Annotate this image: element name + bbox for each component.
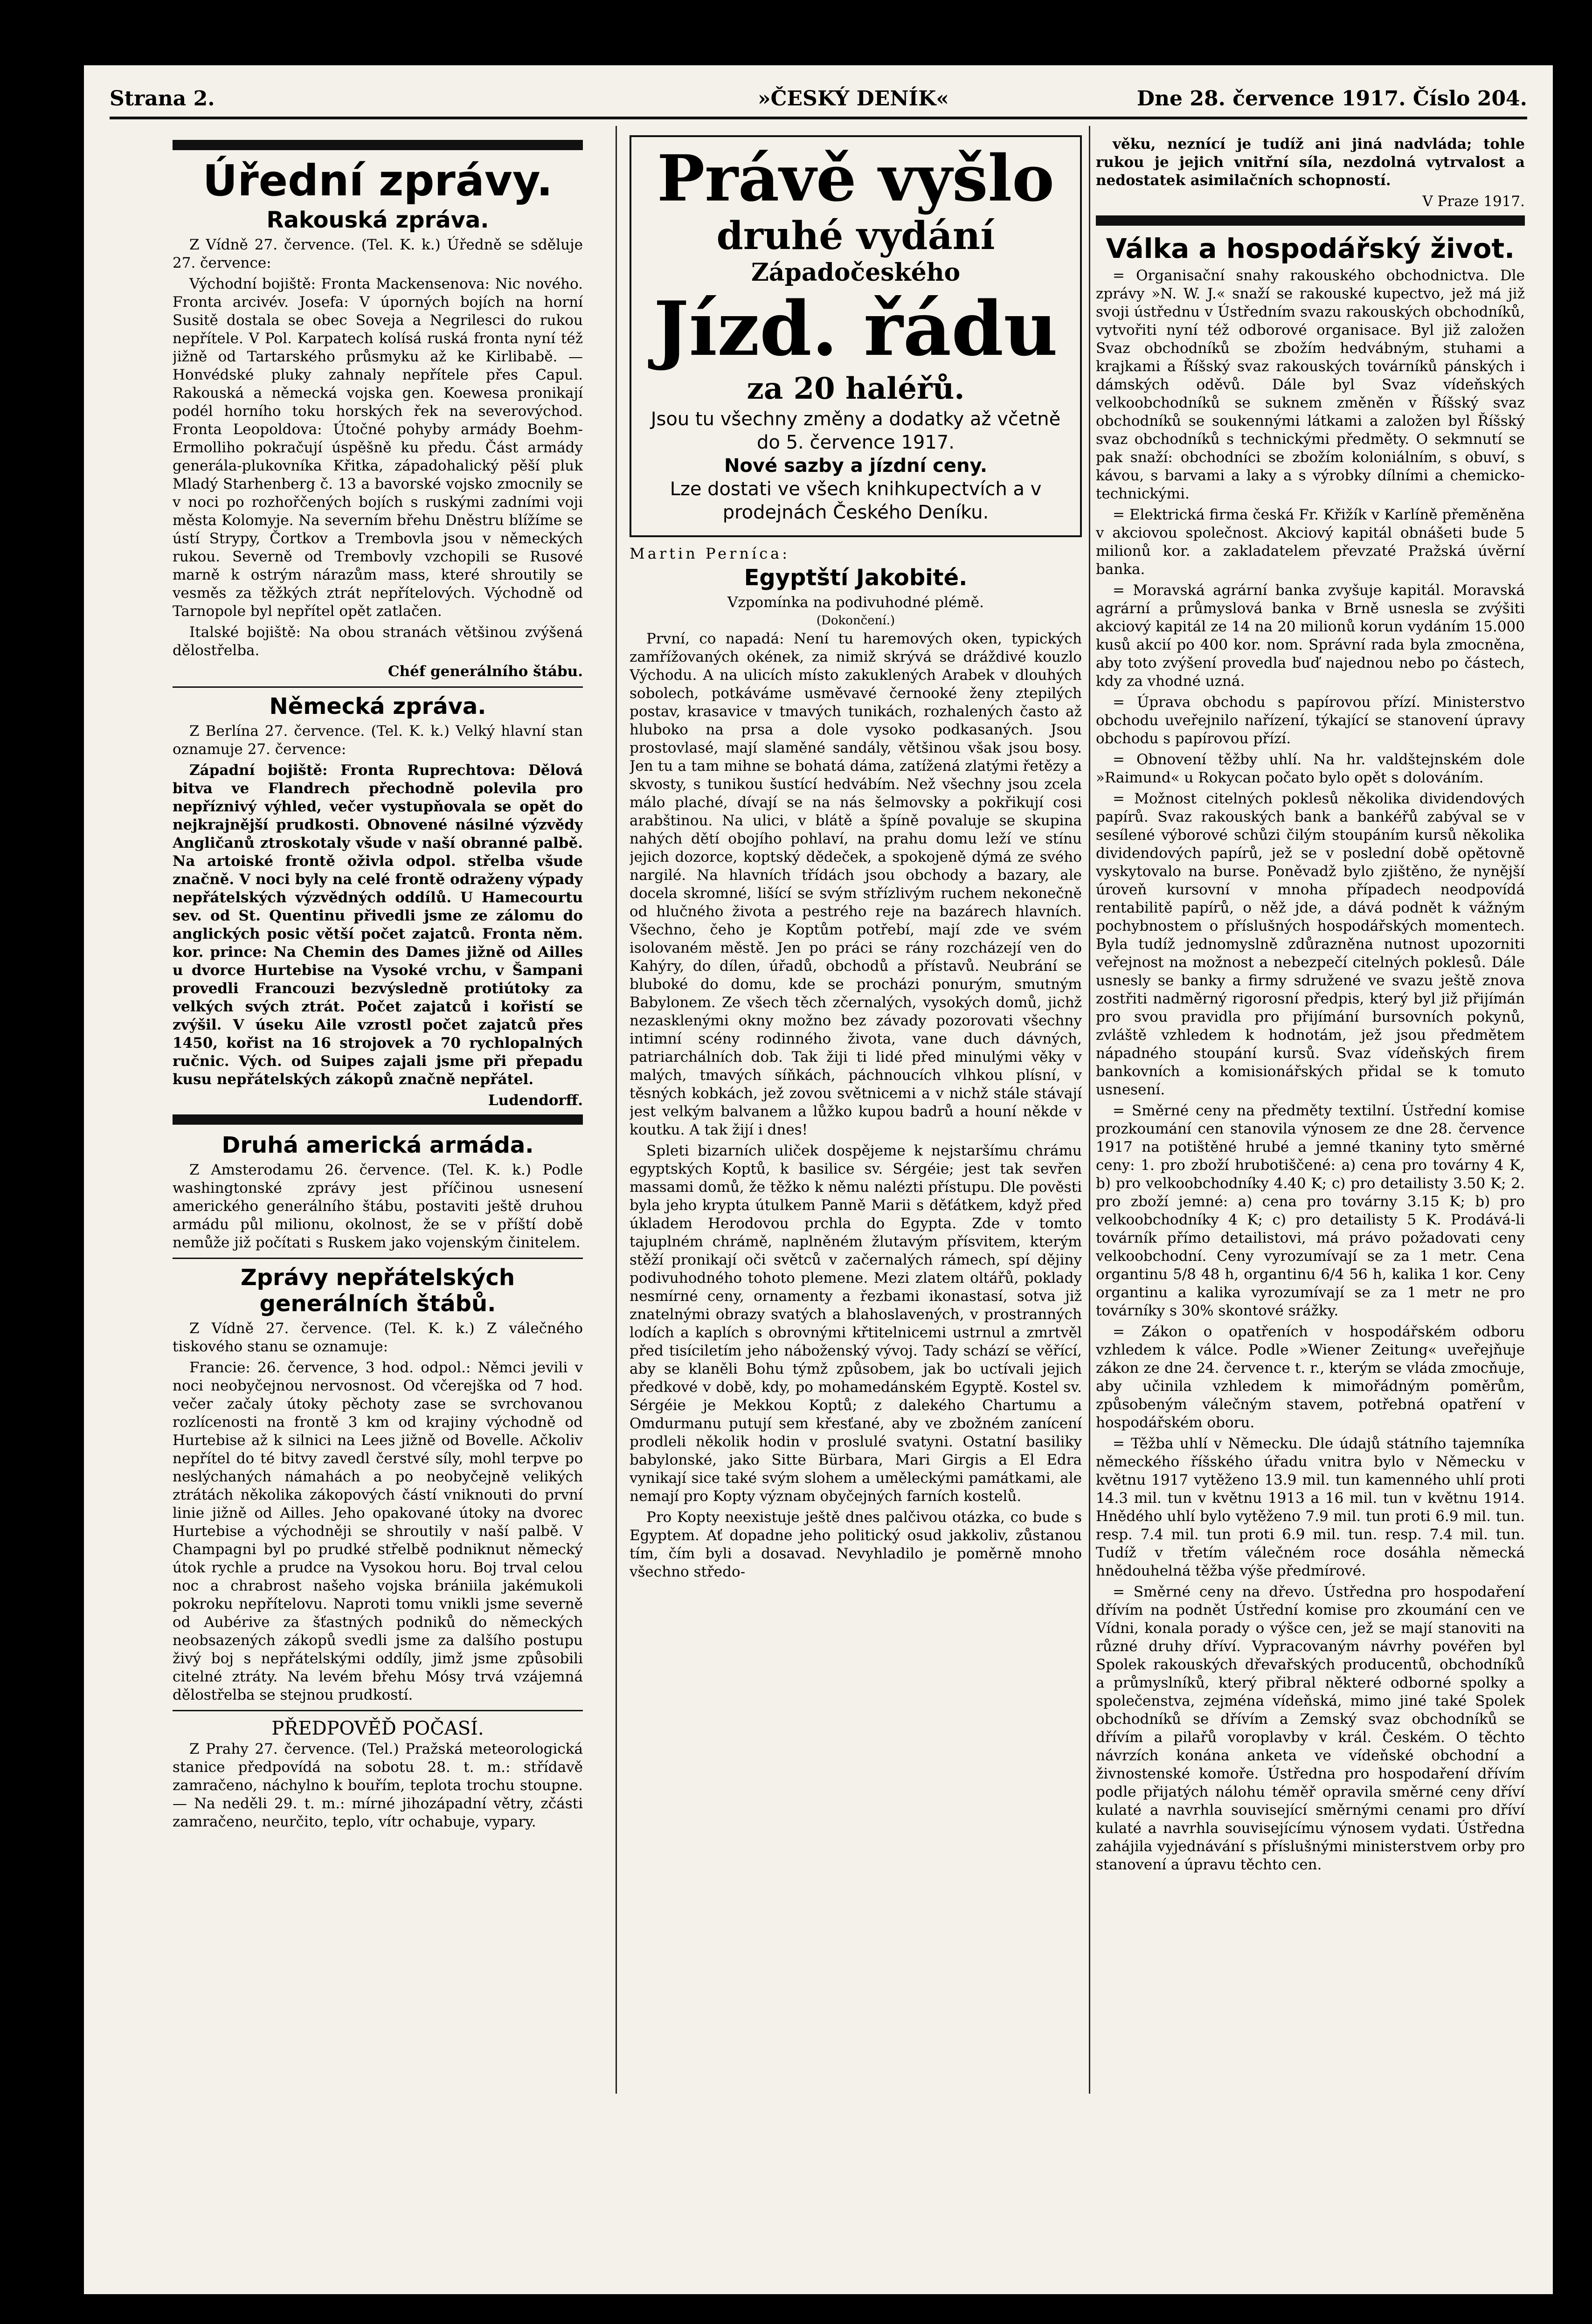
ad-line-7: Nové sazby a jízdní ceny. [724, 455, 988, 477]
economy-p8: = Zákon o opatřeních v hospodářském odboru vzhledem k válce. Podle »Wiener Zeitung« uveřejňuje zákon ze dne 24. července t. r., kterým se vláda zmocňuje, aby učinila vzhledem k mimořádným poměrům, způsobeným válečným stavem, potřebná opatření v hospodářském oboru. [1096, 1323, 1525, 1431]
feuilleton-subtitle: Vzpomínka na podivuhodné plémě. [727, 594, 984, 611]
continued-paragraph: věku, neznící je tudíž ani jiná nadvláda; tohle rukou je jejich vnitřní síla, nezdolná vytrvalost a nedostatek asimilačních schopností. [1096, 136, 1525, 189]
economy-p9: = Těžba uhlí v Německu. Dle údajů státního tajemníka německého říšského úřadu vnitra bylo v Německu v květnu 1917 vytěženo 13.9 mil. tun kamenného uhlí proti 14.3 mil. tun v květnu 1913 a 16 mil. tun v květnu 1914. Hnědého uhlí bylo vytěženo 7.9 mil. tun proti 6.9 mil. tun. resp. 7.4 mil. tun proti 6.9 mil. tun. resp. 7.4 mil. tun. Tudíž v třetím válečném roce dosáhla německá hnědouhelná těžba výše předmírové. [1096, 1435, 1525, 1579]
official-reports-title: Úřední zprávy. [202, 156, 553, 206]
enemy-p1: Z Vídně 27. července. (Tel. K. k.) Z válečného tiskového stanu se oznamuje: [173, 1320, 583, 1355]
economy-p2: = Elektrická firma česká Fr. Křižík v Karlíně přeměněna v akciovou společnost. Akciový kapitál obnášeti bude 5 milionů kor. a zakladatelem převzaté Pražská úvěrní banka. [1096, 506, 1525, 578]
page-number: Strana 2. [110, 87, 215, 111]
austrian-p1: Z Vídně 27. července. (Tel. K. k.) Úředně se sděluje 27. července: [173, 236, 583, 271]
section-bar [173, 140, 583, 150]
enemy-reports-heading: Zprávy nepřátelských generálních štábů. [240, 1265, 515, 1317]
timetable-advertisement [630, 135, 1082, 537]
economy-p6: = Možnost citelných poklesů několika dividendových papírů. Svaz rakouských bank a bankéřů zabýval se v sesílené výborové schůzi čilým stoupáním kursů několika dividendových papírů, jež se v poslední době opětovně vyskytovalo na burse. Poněvadž bylo zjištěno, že nynější úroveň kursovní v mnoha případech neodpovídá rentabilitě papírů, o něž jde, a dává podnět k vážným pochybnostem o příslušných hospodářských momentech. Byla tudíž jednomyslně zdůrazněna nutnost upozorniti veřejnost na možnost a nebezpečí citelných poklesů. Dále usnesly se banky a firmy sdružené ve svazu ještě znova zostřiti nadměrný rigorosní předpis, který byl již přijímán pro svou pravidla pro přijímání bursovních pokynů, zvláště vzhledem k hodnotám, jež jsou předmětem nápadného stoupání kursů. Svaz vídeňských firem bankovních a komisionářských přidal se k tomuto usnesení. [1096, 790, 1525, 1098]
column-1 [173, 135, 583, 2094]
german-signature: Ludendorff. [488, 1092, 583, 1109]
feuilleton-title: Egyptští Jakobité. [744, 565, 968, 591]
german-report-heading: Německá zpráva. [269, 693, 486, 719]
feuilleton-p1: První, co napadá: Není tu haremových oken, typických zamřížovaných okének, za nimiž skrývá se dráždivé kouzlo Východu. A na ulicích místo zakuklených Arabek v dlouhých sobolech, potkáváme usměvavé černooké ženy ztepilých postav, krasavice v tmavých tunikách, rozhalených často až hluboko na prsa a dole vysoko podkasaných. Jsou prostovlasé, mají slaměné sandály, většinou však jsou bosy. Jen tu a tam mihne se bohatá dáma, zatížená zlatými řetězy a skvosty, s tunikou šustící hedvábím. Než všechny jsou zcela málo plaché, dívají se na nás šelmovsky a pokřikují cosi arabštinou. Na ulici, v blátě a špíně povaluje se skupina nahých dětí obojího pohlaví, na prahu domu leží ve stínu jejich dozorce, koptský dědeček, a spokojeně dýmá ze svého nargilé. Na hlavních třídách jsou obchody a bazary, ale docela skromné, lišící se svým střízlivým ruchem nekonečně od hlučného života a pestrého reje na bazárech hlavních. Všechno, čeho je Koptům potřebí, mají zde ve svém isolovaném městě. Jen po práci se rány rozcházejí ven do Kahýry, do dílen, úřadů, obchodů a přístavů. Neubrání se bluboké do domu, kde se procházi ponurým, smutným Babylonem. Ze všech těch zčernalých, vysokých domů, jichž nezasklenými okny možno bez závady pozorovati všechny intimní scény rodinného života, vane duch dávných, patriarchálních dob. Tak žiji ti lidé před minulými věky v malých, tmavých síňkách, páchnoucích vlhkou plísní, v těsných kobkách, jež zovou světnicemi a v nichž stále stávají jest velkým balvanem a lůžko kupou badrů a houní někde v koutku. A tak žijí i dnes! [630, 630, 1082, 1138]
economy-p4: = Úprava obchodu s papírovou přízí. Ministerstvo obchodu uveřejnilo nařízení, týkající se stanovení úpravy obchodu s papírovou přízí. [1096, 694, 1525, 747]
economy-p5: = Obnovení těžby uhlí. Na hr. valdštejnském dole »Raimund« u Rokycan počato bylo opět s dolováním. [1096, 751, 1525, 786]
ad-line-6: Jsou tu všechny změny a dodatky až včetně do 5. července 1917. [651, 408, 1061, 453]
economy-p1: = Organisační snahy rakouského obchodnictva. Dle zprávy »N. W. J.« snaží se rakouské kupectvo, jež má již svoji ústřednu v Ústředním svazu rakouských obchodníků, vytvořiti nyní též odborové organisace. Byl již založen Svaz obchodníků se zbožím hedvábným, stuhami a krajkami a Říšský svaz rakouských továrníků pánských i dámských oděvů. Dále byl Svaz vídeňských velkoobchodníků se suknem změněn v Říšský svaz obchodníků se soukennými látkami a založen byl Říšský svaz obchodníků s technickými předměty. O sekmnutí se pak snaží: obchodníci se zbožím koloniálním, s obuví, s kávou, s barvami a laky a s výrobky dílními a chemicko-technickými. [1096, 267, 1525, 502]
section-bar [173, 1114, 583, 1125]
feuilleton-p2: Spleti bizarních uliček dospějeme k nejstaršímu chrámu egyptských Koptů, k basilice sv. Sérgéie; jest tak sevřen massami domů, že těžko k němu nalézti přístupu. Dle pověsti byla jeho krypta útulkem Panně Marii s děťátkem, když před úkladem Herodovou prchla do Egypta. Zde v tomto tajuplném chrámě, naplněném žlutavým přísvitem, kterým stěží pronikají oči světců v začernalých rámech, spí dějiny podivuhodného tohoto plemene. Mezi zlatem oltářů, poklady nesmírné ceny, ornamenty a řezbami ikonastasí, sotva již znatelnými obrazy svatých a blahoslavených, v prostranných lodích a kaplích s obrovnými křtitelnicemi ustrnul a zmrtvěl před tisíciletím jeho náboženský vývoj. Tady schází se věřící, aby se klaněli Bohu týmž způsobem, jak bo uctívali jejich předkové v době, kdy, po mohamedánském Egyptě. Kostel sv. Sérgéie je Mekkou Koptů; z dalekého Chartumu a Omdurmanu putují sem křesťané, aby ve zbožném zanícení prodleli několik hodin v proslulé svatyni. Ostatní basiliky babylonské, jako Sitte Bürbara, Mari Girgis a El Edra vynikají sice také svým slohem a uměleckými památkami, ale nemají pro Kopty význam obyčejných farních kostelů. [630, 1142, 1082, 1505]
divider [173, 1710, 583, 1711]
weather-heading: PŘEDPOVĚĎ POČASÍ. [271, 1718, 484, 1739]
feuilleton-p3: Pro Kopty neexistuje ještě dnes palčivou otázka, co bude s Egyptem. Ať dopadne jeho politický osud jakkoliv, zůstanou tím, čím byli a dosavad. Nevyhladilo je poměrně mnoho všechno středo- [630, 1509, 1082, 1580]
weather-p1: Z Prahy 27. července. (Tel.) Pražská meteorologická stanice předpovídá na sobotu 28. t. m.: střídavě zamračeno, náchylno k bouřím, teplota trochu stoupne. — Na neděli 29. t. m.: mírné jihozápadní větry, zčásti zamračeno, neurčito, teplo, vítr ochabuje, vypary. [173, 1741, 583, 1830]
feuilleton-note: (Dokončení.) [816, 614, 895, 628]
feuilleton-author: Martin Perníca: [630, 545, 790, 562]
column-2 [630, 135, 1082, 2094]
section-bar [1096, 215, 1525, 226]
american-army-heading: Druhá americká armáda. [221, 1132, 534, 1158]
newspaper-name: »ČESKÝ DENÍK« [758, 87, 949, 111]
column-divider-1 [616, 126, 617, 2094]
austrian-report-heading: Rakouská zpráva. [266, 207, 489, 233]
divider [173, 686, 583, 688]
ad-line-4: Jízd. řádu [653, 285, 1058, 373]
divider [173, 1258, 583, 1259]
austrian-p2: Východní bojiště: Fronta Mackensenova: Nic nového. Fronta arcivév. Josefa: V úporných bojích na horní Susitě dostala se obec Soveja a Negrilesci do rukou nepřítele. V Pol. Karpatech kolísá ruská fronta nyní též jižně od Tartarského průsmyku až ke Kirlibabě. — Honvédské pluky zahnaly nepřítele přes Capul. Rakouská a německá vojska gen. Koewesa pronikají podél horního toku horských řek na severovýchod. Fronta Leopoldova: Útočné pohyby armády Boehm-Ermolliho pokračují úspěšně ku předu. Část armády generála-plukovníka Křitka, západohalický pěší pluk Mladý Starhenberg č. 13 a bavorské vojsko zmocnily se v noci po rozhořčených bojích s ruskými zadními voji města Kolomyje. Na severním břehu Dněstru blížíme se ústí Strypy, Čortkov a Trembovla jsou v německých rukou. Severně od Trembovly vzchopili se Rusové marně k ostrým nárazům mass, které shroutily se vesměs za těžkých ztrát nepřítelových. Východně od Tarnopole byl nepřítel opět zatlačen. [173, 276, 583, 620]
continued-signature: V Praze 1917. [1422, 193, 1525, 210]
ad-line-8: Lze dostati ve všech knihkupectvích a v prodejnách Českého Deníku. [670, 478, 1042, 523]
german-p1: Z Berlína 27. července. (Tel. K. k.) Velký hlavní stan oznamuje 27. července: [173, 723, 583, 758]
masthead [110, 83, 1527, 116]
column-divider-2 [1089, 126, 1090, 2094]
american-p1: Z Amsterodamu 26. července. (Tel. K. k.) Podle washingtonské zprávy jest příčinou usnesení amerického generálního štábu, postaviti ještě druhou armádu půl milionu, okolnost, že se v příští době nemůže již počítati s Ruskem jako vojenským činitelem. [173, 1162, 583, 1251]
ad-line-2: druhé vydání [716, 214, 995, 258]
economy-p10: = Směrné ceny na dřevo. Ústředna pro hospodaření dřívím na podnět Ústřední komise pro zkoumání cen ve Vídni, konala porady o výšce cen, jež se mají stanoviti na různé druhy dříví. Vypracovaným návrhy povéřen byl Spolek rakouských dřevařských producentů, obchodníků a průmyslníků, který přibral některé odborné spolky a společenstva, zejména vídeňská, mimo jiné také Spolek obchodníků se dřívím a Zemský svaz obchodníků se dřívím a pilařů voroplavby v král. Českém. O těchto návrzích konána anketa ve vídeňské obchodní a živnostenské komoře. Ústředna pro hospodaření dřívím podle přijatých nálohu téměř opravila směrné ceny dříví kulaté a navrhla související směrnými cenami pro dříví kulaté a navrhla souvisejícímu výnosem vydati. Ústředna zahájila vyjednávání s příslušnými ministerstvem orby pro stanovení a úpravu těchto cen. [1096, 1584, 1525, 1873]
issue-date: Dne 28. července 1917. Číslo 204. [1136, 87, 1527, 111]
ad-line-1: Právě vyšlo [657, 141, 1054, 216]
austrian-signature: Chéf generálního štábu. [388, 663, 583, 680]
austrian-p3: Italské bojiště: Na obou stranách většinou zvýšená dělostřelba. [173, 624, 583, 659]
economy-heading: Válka a hospodářský život. [1106, 233, 1515, 264]
economy-p7: = Směrné ceny na předměty textilní. Ústřední komise prozkoumání cen stanovila výnosem ze dne 28. července 1917 na potištěné hrubé a jemné tkaniny tyto směrné ceny: 1. pro zboží hrubotiščené: a) cena pro továrny 4 K, b) pro velkoobchodníky 4.40 K; c) pro detailisty 3.50 K; 2. pro zboží jemné: a) cena pro továrny 3.15 K; b) pro velkoobchodníky 4 K; c) pro detailisty 5 K. Prodává-li továrník přímo detailistovi, má právo požadovati ceny velkoobchodní. Ceny vyrozumívají se za 1 metr. Cena organtinu 5/8 48 h, organtinu 6/4 56 h, kalika 1 kor. Ceny organtinu a kalika vyrozumívají se za 1 metr ne pro továrníky s 30% skontové srážky. [1096, 1102, 1525, 1319]
masthead-rule [110, 117, 1527, 119]
economy-p3: = Moravská agrární banka zvyšuje kapitál. Moravská agrární a průmyslová banka v Brně usnesla se zvýšiti akciový kapitál ze 14 na 20 milionů korun vydáním 15.000 kusů akcií po 400 kor. nom. Správní rada byla zmocněna, aby toto zvýšení provedla buď najednou nebo po částech, kdy za vhodné uzná. [1096, 582, 1525, 690]
ad-line-3: Západočeského [751, 258, 961, 287]
enemy-p2: Francie: 26. července, 3 hod. odpol.: Němci jevili v noci neobyčejnou nervosnost. Od včerejška od 7 hod. večer začaly útoky pěchoty zase se svrchovanou rozlícenosti na frontě 3 km od krajiny východně od Hurtebise až k silnici na Lees jižně od Bovelle. Ačkoliv nepřítel do té bitvy zavedl čerstvé síly, mohl terpve po neslýchaných námahách a po neobyčejně velikých ztrátách několika zákopových částí vniknouti do první linie jižně od Ailles. Jeho opakované útoky na dvorec Hurtebise a východněji se shroutily v naší palbě. V Champagni byl po prudké střelbě podniknut německý útok rychle a prudce na Vysokou horu. Boj trval celou noc a chrabrost našeho vojska brániila jakémukoli pokroku nepřítelovu. Naproti tomu vnikli jsme severně od Aubérive za šťastných podniků do německých neobsazených zákopů svedli jsme za dalšího postupu živý boj s nepřátelskými oddíly, jimž jsme způsobili citelné ztráty. Na levém břehu Mósy trvá vzájemná dělostřelba se stejnou prudkostí. [173, 1359, 583, 1703]
german-p2: Západní bojiště: Fronta Ruprechtova: Dělová bitva ve Flandrech přechodně polevila pro nepříznivý výhled, večer vystupňovala se opět do nejkrajnější prudkosti. Obnovené násilné výzvědy Angličanů ztroskotaly všude v naší obranné palbě. Na artoiské frontě oživla odpol. střelba všude značně. V noci byly na celé frontě odraženy výpady nepřátelských výzvědných oddílů. U Hamecourtu sev. od St. Quentinu přivedli jsme ze zálomu do anglických posic větší počet zajatců. Fronta něm. kor. prince: Na Chemin des Dames jižně od Ailles u dvorce Hurtebise na Vysoké vrchu, v Šampani provedli Francouzi bezvýsledně protiútoky za velkých svých ztrát. Počet zajatců i kořistí se zvýšil. V úseku Aile vzrostl počet zajatců přes 1450, kořist na 16 strojovek a 70 rychlopalných ručnic. Vých. od Suipes zajali jsme při přepadu kusu nepřátelských zákopů značně nepřátel. [173, 762, 583, 1088]
column-3 [1096, 135, 1525, 2094]
ad-line-5: za 20 haléřů. [747, 371, 965, 406]
